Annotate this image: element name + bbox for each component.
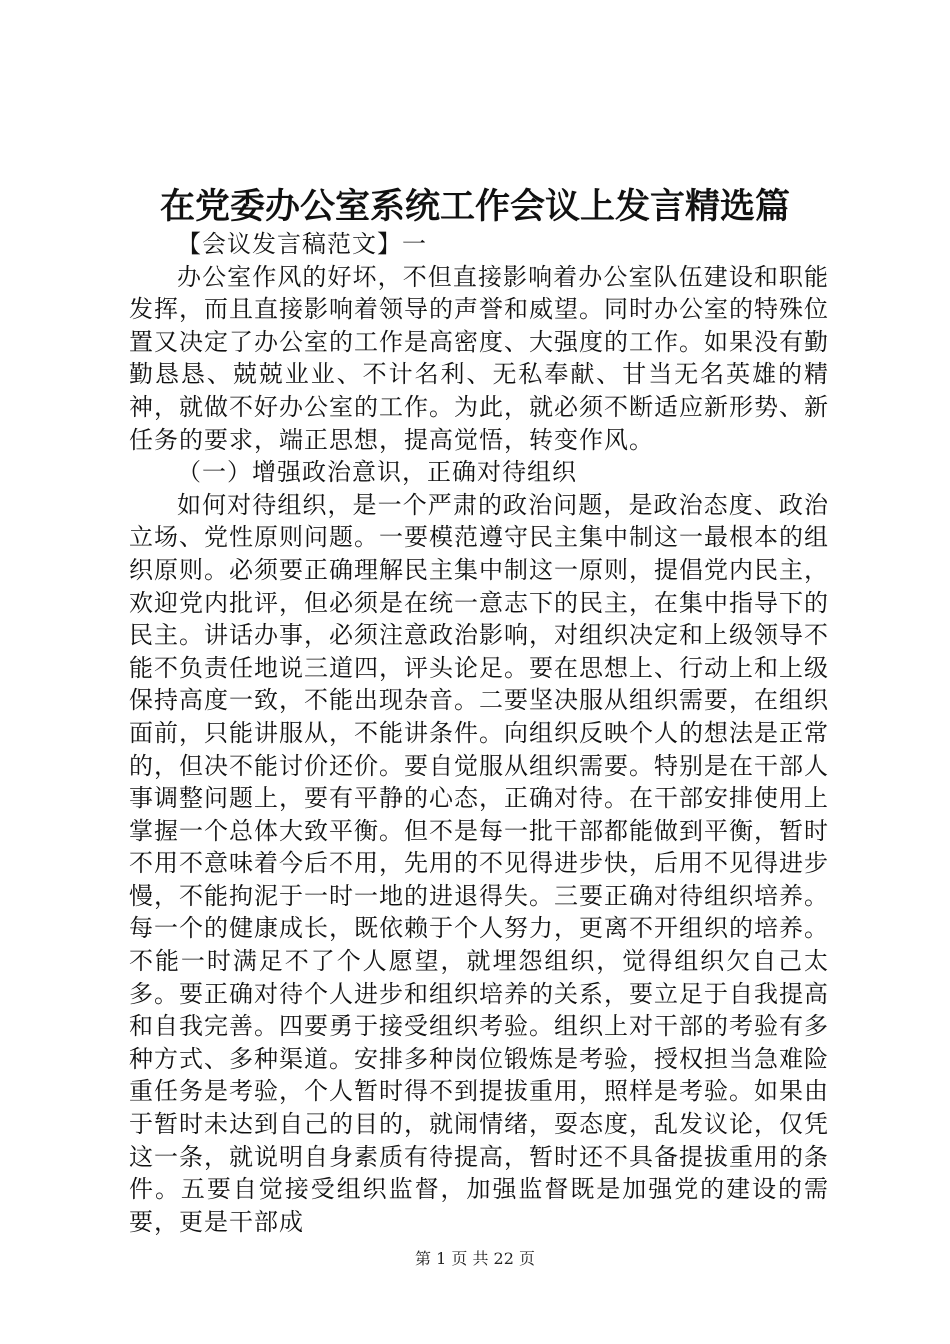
document-body [129, 228, 829, 1238]
body-paragraph: 办公室作风的好坏，不但直接影响着办公室队伍建设和职能发挥，而且直接影响着领导的声誉和威望。同时办公室的特殊位置又决定了办公室的工作是高密度、大强度的工作。如果没有勤勤恳恳、兢兢业业、不计名利、无私奉献、甘当无名英雄的精神，就做不好办公室的工作。为此，就必须不断适应新形势、新任务的要求，端正思想，提高觉悟，转变作风。 [129, 262, 829, 454]
section-heading: （一）增强政治意识，正确对待组织 [177, 458, 577, 487]
body-paragraph: 如何对待组织，是一个严肃的政治问题，是政治态度、政治立场、党性原则问题。一要模范遵守民主集中制这一最根本的组织原则。必须要正确理解民主集中制这一原则，提倡党内民主，欢迎党内批评，但必须是在统一意志下的民主，在集中指导下的民主。讲话办事，必须注意政治影响，对组织决定和上级领导不能不负责任地说三道四，评头论足。要在思想上、行动上和上级保持高度一致，不能出现杂音。二要坚决服从组织需要，在组织面前，只能讲服从，不能讲条件。向组织反映个人的想法是正常的，但决不能讨价还价。要自觉服从组织需要。特别是在干部人事调整问题上，要有平静的心态，正确对待。在干部安排使用上掌握一个总体大致平衡。但不是每一批干部都能做到平衡，暂时不用不意味着今后不用，先用的不见得进步快，后用不见得进步慢，不能拘泥于一时一地的进退得失。三要正确对待组织培养。每一个的健康成长，既依赖于个人努力，更离不开组织的培养。不能一时满足不了个人愿望，就埋怨组织，觉得组织欠自己太多。要正确对待个人进步和组织培养的关系，要立足于自我提高和自我完善。四要勇于接受组织考验。组织上对干部的考验有多种方式、多种渠道。安排多种岗位锻炼是考验，授权担当急难险重任务是考验，个人暂时得不到提拔重用，照样是考验。如果由于暂时未达到自己的目的，就闹情绪，耍态度，乱发议论，仅凭这一条，就说明自身素质有待提高，暂时还不具备提拔重用的条件。五要自觉接受组织监督，加强监督既是加强党的建设的需要，更是干部成 [129, 490, 829, 1236]
document-title: 在党委办公室系统工作会议上发言精选篇 [159, 187, 790, 227]
section-label: 【会议发言稿范文】一 [177, 230, 427, 258]
page-number-footer: 第 1 页 共 22 页 [415, 1249, 535, 1268]
